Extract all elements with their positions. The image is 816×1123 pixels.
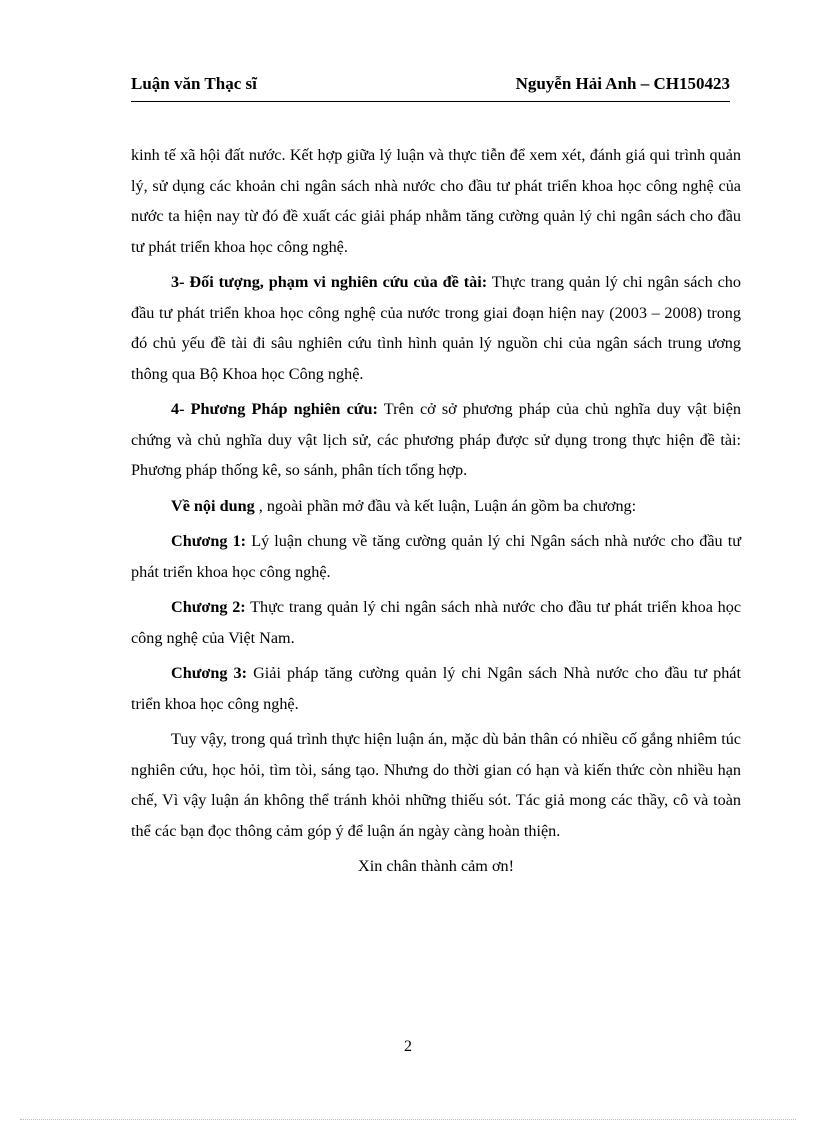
- running-header: [131, 74, 730, 94]
- section-4-text: Trên cở sở phương pháp của chủ nghĩa duy vật biện chứng và chủ nghĩa duy vật lịch sử, các phương pháp được sử dụng trong thực hiện đề tài: Phương pháp thống kê, so sánh, phân tích tổng hợp.: [131, 400, 741, 479]
- header-left-title: Luận văn Thạc sĩ: [131, 74, 257, 93]
- section-3-text: Thực trang quản lý chi ngân sách cho đầu tư phát triển khoa học công nghệ của nước trong giai đoạn hiện nay (2003 – 2008) trong đó chủ yếu đề tài đi sâu nghiên cứu tình hình quản lý nguồn chi của ngân sách trung ương thông qua Bộ Khoa học Công nghệ.: [131, 273, 741, 383]
- chapter-1-heading: Chương 1:: [171, 532, 247, 550]
- chapter-3-text: Giải pháp tăng cường quản lý chi Ngân sách Nhà nước cho đầu tư phát triển khoa học công nghệ.: [131, 664, 741, 713]
- paragraph-chapter-2: [131, 592, 741, 653]
- paragraph-section-3: [131, 267, 741, 389]
- chapter-2-heading: Chương 2:: [171, 598, 246, 616]
- paragraph-continuation: kinh tế xã hội đất nước. Kết hợp giữa lý luận và thực tiễn để xem xét, đánh giá qui trình quản lý, sử dụng các khoản chi ngân sách nhà nước cho đầu tư phát triển khoa học công nghệ của nước ta hiện nay từ đó đề xuất các giải pháp nhằm tăng cường quản lý chi ngân sách cho đầu tư phát triển khoa học công nghệ.: [131, 146, 741, 256]
- paragraph-chapter-1: [131, 526, 741, 587]
- chapter-1-text: Lý luận chung về tăng cường quản lý chi Ngân sách nhà nước cho đầu tư phát triển khoa học công nghệ.: [131, 532, 741, 581]
- paragraph-closing: Tuy vậy, trong quá trình thực hiện luận án, mặc dù bản thân có nhiều cố gắng nhiêm túc nghiên cứu, học hỏi, tìm tòi, sáng tạo. Nhưng do thời gian có hạn và kiến thức còn nhiều hạn chế, Vì vậy luận án không thể tránh khỏi những thiếu sót. Tác giả mong các thầy, cô và toàn thể các bạn đọc thông cảm góp ý để luận án ngày càng hoàn thiện.: [131, 730, 741, 840]
- chapter-3-heading: Chương 3:: [171, 664, 248, 682]
- paragraph-chapter-3: [131, 658, 741, 719]
- paragraph-content-overview: [131, 491, 741, 522]
- body-text: [131, 140, 741, 887]
- header-rule: [131, 101, 730, 102]
- section-3-heading: 3- Đối tượng, phạm vi nghiên cứu của đề tài:: [171, 273, 488, 291]
- content-text: , ngoài phần mở đầu và kết luận, Luận án gồm ba chương:: [254, 496, 637, 515]
- section-4-heading: 4- Phương Pháp nghiên cứu:: [171, 400, 378, 418]
- paragraph-section-4: [131, 394, 741, 486]
- thank-you-line: Xin chân thành cảm ơn!: [358, 857, 514, 875]
- page-bottom-border: [20, 1119, 796, 1120]
- content-heading: Về nội dung: [171, 496, 255, 515]
- chapter-2-text: Thực trang quản lý chi ngân sách nhà nước cho đầu tư phát triển khoa học công nghệ của Việt Nam.: [131, 598, 742, 647]
- page-number: 2: [404, 1038, 412, 1055]
- header-right-author: Nguyễn Hải Anh – CH150423: [515, 74, 730, 93]
